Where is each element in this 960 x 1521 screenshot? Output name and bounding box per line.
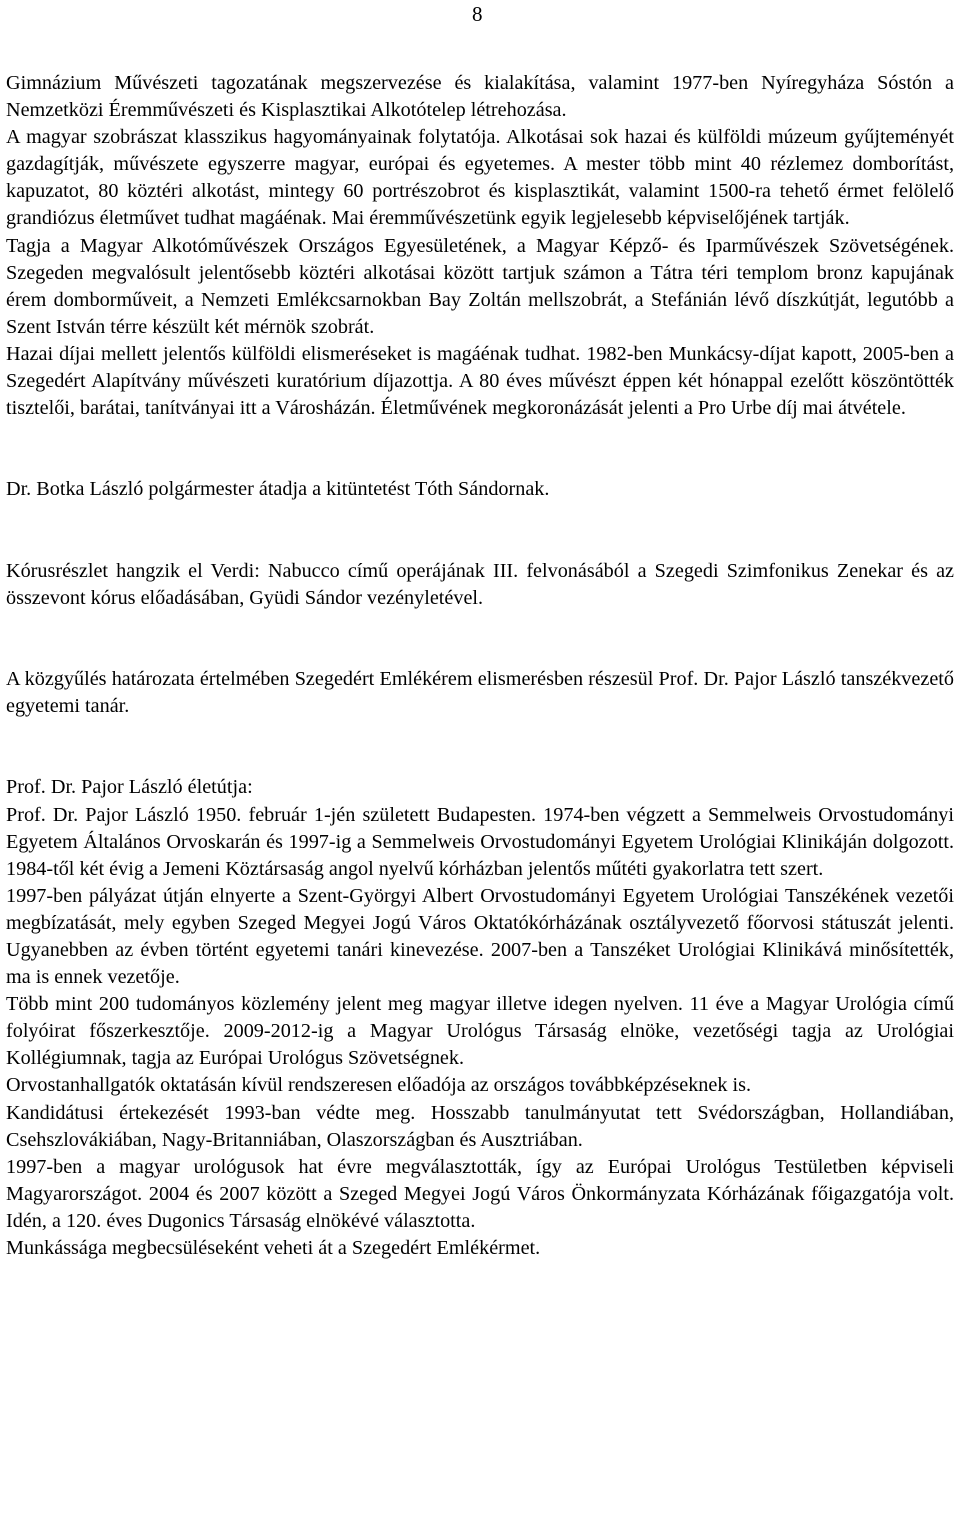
paragraph-biography-european-board: 1997-ben a magyar urológusok hat évre megválasztották, így az Európai Urológus Testületben képviseli Magyarországot. 2004 és 2007 között a Szeged Megyei Jogú Város Önkormányzata Kórházának főigazgatója volt. Idén, a 120. éves Dugonics Társaság elnökévé választotta. [6, 1155, 954, 1232]
paragraph-choir-performance: Kórusrészlet hangzik el Verdi: Nabucco című operájának III. felvonásából a Szegedi Szimfonikus Zenekar és az összevont kórus előadásában, Gyüdi Sándor vezényletével. [6, 559, 954, 609]
paragraph-biography-candidate-thesis: Kandidátusi értekezését 1993-ban védte meg. Hosszabb tanulmányutat tett Svédországban, Hollandiában, Csehszlovákiában, Nagy-Britanniában, Olaszországban és Ausztriában. [6, 1101, 954, 1151]
paragraph-gymnasium-art-section: Gimnázium Művészeti tagozatának megszervezése és kialakítása, valamint 1977-ben Nyíregyháza Sóstón a Nemzetközi Éremművészeti és Kisplasztikai Alkotótelep létrehozása. [6, 72, 954, 122]
paragraph-biography-early-career: Prof. Dr. Pajor László 1950. február 1-jén született Budapesten. 1974-ben végzett a Semmelweis Orvostudományi Egyetem Általános Orvoskarán és 1997-ig a Semmelweis Orvostudományi Egyetem Urológiai Klinikáján dolgozott. 1984-től két évig a Jemeni Köztársaság angol nyelvű kórházban jelentős műtéti gyakorlatra tett szert. [6, 803, 954, 880]
paragraph-awards: Hazai díjai mellett jelentős külföldi elismeréseket is magáénak tudhat. 1982-ben Munkácsy-díjat kapott, 2005-ben a Szegedért Alapítvány művészeti kuratórium díjazottja. A 80 éves művészt éppen két hónappal ezelőtt köszöntötték tisztelői, barátai, tanítványai itt a Városházán. Életművének megkoronázását jelenti a Pro Urbe díj mai átvétele. [6, 342, 954, 420]
paragraph-award-handover: Dr. Botka László polgármester átadja a kitüntetést Tóth Sándornak. [6, 478, 550, 501]
paragraph-biography-teaching: Orvostanhallgatók oktatásán kívül rendszeresen előadója az országos továbbképzéseknek is. [6, 1074, 751, 1097]
page-number: 8 [472, 2, 483, 26]
paragraph-biography-publications: Több mint 200 tudományos közlemény jelent meg magyar illetve idegen nyelven. 11 éve a Magyar Urológia című folyóirat főszerkesztője. 2009-2012-ig a Magyar Urológus Társaság elnöke, vezetőségi tagja az Urológiai Kollégiumnak, tagja az Európai Urológus Szövetségnek. [6, 993, 954, 1070]
paragraph-assembly-decision: A közgyűlés határozata értelmében Szegedért Emlékérem elismerésben részesül Prof. Dr. Pajor László tanszékvezető egyetemi tanár. [6, 668, 954, 718]
paragraph-biography-department: 1997-ben pályázat útján elnyerte a Szent-Györgyi Albert Orvostudományi Egyetem Urológiai Tanszékének vezetői megbízatását, mely egyben Szeged Megyei Jogú Város Oktatókórházának osztályvezető főorvosi státuszát jelenti. Ugyanebben az évben történt egyetemi tanári kinevezése. 2007-ben a Tanszéket Urológiai Klinikává minősítették, ma is ennek vezetője. [6, 884, 954, 989]
document-body [6, 70, 954, 1262]
paragraph-sculpture-tradition: A magyar szobrászat klasszikus hagyományainak folytatója. Alkotásai sok hazai és külföldi múzeum gyűjteményét gazdagítják, művészete egyszerre magyar, európai és egyetemes. A mester több mint 40 rézlemez domborítást, kapuzatot, 80 köztéri alkotást, mintegy 60 portrészobrot és kisplasztikát, valamint 1500-ra tehető érmet felölelő grandiózus életművet tudhat magáénak. Mai éremművészetünk egyik legjelesebb képviselőjének tartják. [6, 126, 954, 230]
section-heading-biography: Prof. Dr. Pajor László életútja: [6, 776, 253, 799]
paragraph-biography-closing: Munkássága megbecsüléseként veheti át a Szegedért Emlékérmet. [6, 1237, 541, 1260]
paragraph-memberships-works: Tagja a Magyar Alkotóművészek Országos Egyesületének, a Magyar Képző- és Iparművészek Szövetségének. Szegeden megvalósult jelentősebb köztéri alkotásai között tartjuk számon a Tátra téri templom bronz kapujának érem domborműveit, a Nemzeti Emlékcsarnokban Bay Zoltán mellszobrát, a Stefánián lévő díszkútját, legutóbb a Szent István térre készült két mérnök szobrát. [6, 234, 954, 338]
